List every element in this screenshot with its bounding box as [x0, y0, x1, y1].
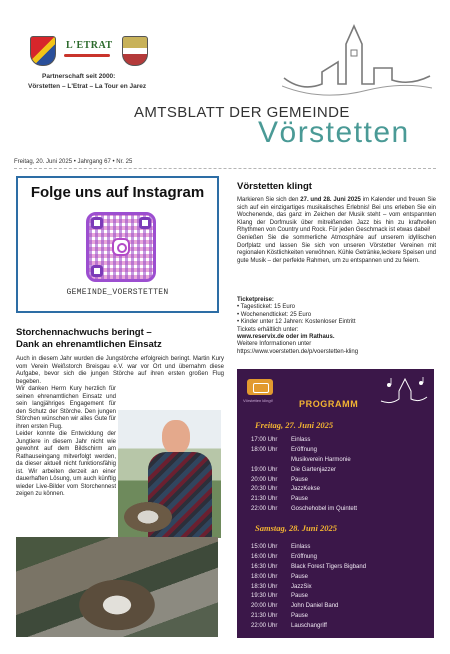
program-row [251, 456, 431, 466]
partner-line-1: Partnerschaft seit 2000: [42, 73, 116, 80]
program-time: 19:30 Uhr [251, 593, 278, 600]
program-row [251, 612, 431, 622]
instagram-title: Folge uns auf Instagram [30, 184, 205, 201]
klingt-intro-b: im Kalender und freuen Sie sich auf ein einzigartiges musikalisches Erlebnis! Bei uns erleben Sie ein Wochenende, das ganz im Zeichen der Musik steht – vom entspannten Klang der Dorfmusik über mitreißenden Jazz bis hin zu kraftvollen Rhythmen von Country und Rock. Für jeden Geschmack ist etwas dabei! [237, 197, 436, 234]
program-row [251, 583, 431, 593]
program-time: 21:30 Uhr [251, 613, 278, 620]
header-divider [14, 168, 436, 169]
info-url[interactable]: https://www.voerstetten.de/p/voerstetten-kling [237, 348, 359, 355]
issue-dateline: Freitag, 20. Juni 2025 • Jahrgang 67 • Nr. 25 [14, 159, 133, 165]
program-act: Eröffnung [291, 446, 317, 453]
program-act: Eröffnung [291, 553, 317, 560]
photo-face [162, 420, 190, 454]
program-act: Pause [291, 613, 309, 620]
letrat-logo-text: L'ETRAT [66, 40, 113, 51]
info-line: Weitere Informationen unter [237, 341, 312, 348]
program-act: Pause [291, 573, 309, 580]
klingt-title: Vörstetten klingt [237, 181, 312, 192]
program-row [251, 466, 431, 476]
letrat-logo [62, 38, 116, 62]
program-row [251, 505, 431, 515]
klingt-para-2: Genießen Sie die sommerliche Atmosphäre auf unserem idyllischen Dorfplatz und lassen Sie sich von unseren Vörstetter Vereinen mit regionalen Köstlichkeiten verwöhnen. Kühle Getränke,leckere Speisen und gute Musik – der perfekte Rahmen, um zu entspannen und zu feiern. [237, 234, 436, 264]
program-row [251, 446, 431, 456]
program-day-2-rows [251, 543, 431, 632]
program-act: JazzSix [291, 583, 312, 590]
program-act: Musikverein Harmonie [291, 456, 351, 463]
program-time: 15:00 Uhr [251, 544, 278, 550]
program-time: 20:00 Uhr [251, 603, 278, 610]
program-time: 18:00 Uhr [251, 446, 278, 453]
program-row [251, 476, 431, 486]
ticket-price-weekend: • Wochenendticket: 25 Euro [237, 311, 312, 318]
letrat-logo-line [64, 54, 110, 57]
instagram-qr-code[interactable] [86, 212, 156, 282]
program-act: Lauschangriff [291, 623, 327, 630]
program-act: Einlass [291, 437, 311, 443]
stork-nest-aerial-photo [16, 537, 218, 637]
program-act: Pause [291, 593, 309, 600]
program-row [251, 573, 431, 583]
program-box [237, 369, 434, 638]
program-time: 19:00 Uhr [251, 466, 278, 473]
program-day-1: Freitag, 27. Juni 2025 [255, 420, 334, 430]
instagram-icon [112, 238, 130, 256]
program-time: 20:00 Uhr [251, 476, 278, 483]
ticket-availability: Tickets erhältlich unter: [237, 326, 299, 333]
program-time: 17:00 Uhr [251, 437, 278, 443]
festival-logo-subtitle: Vörstetten klingt! [243, 398, 273, 403]
la-tour-crest-icon [122, 36, 148, 66]
program-title: PROGRAMM [299, 399, 359, 409]
festival-logo-icon [247, 379, 273, 395]
stork-title-line-2: Dank an ehrenamtlichen Einsatz [16, 339, 162, 350]
program-row [251, 485, 431, 495]
ticket-price-kids: • Kinder unter 12 Jahren: Kostenloser Eintritt [237, 319, 356, 326]
program-day-1-rows [251, 436, 431, 515]
masthead-subtitle: AMTSBLATT DER GEMEINDE [134, 104, 350, 121]
qr-corner-icon [91, 217, 103, 229]
program-row [251, 495, 431, 505]
program-row [251, 436, 431, 446]
program-row [251, 543, 431, 553]
photo-nest [124, 502, 172, 532]
program-act: John Daniel Band [291, 603, 339, 610]
stork-para-3: Leider konnte die Entwicklung der Jungtiere in diesem Jahr nicht wie gewohnt auf dem Bildschirm am Rathauseingang mitverfolgt werden, da dieser aktuell nicht funktionsfähig ist. Wir arbeiten derzeit an einer dauerhaften Lösung, um auch künftig wieder Live-Bilder vom Storchennest zeigen zu können. [16, 431, 116, 497]
stork-para-1: Auch in diesem Jahr wurden die Jungstörche erfolgreich beringt. Martin Kury vom Verein Weißstorch Breisgau e.V. war vor Ort und übernahm diese Aufgabe, bevor sich die jungen Störche auf ihren ersten großen Flug begeben. [16, 356, 224, 385]
ticket-price-day: • Tagesticket: 15 Euro [237, 304, 296, 311]
stork-article-title [16, 327, 226, 351]
church-skyline-icon [282, 22, 432, 102]
program-act: Die Gartenjazzer [291, 466, 337, 473]
stork-para-2: Wir danken Herrn Kury herzlich für seinen ehrenamtlichen Einsatz und sein langjähriges Engagement für den Schutz der Störche. Den jungen Störchen wünschen wir alles Gute für ihren ersten Flug. [16, 386, 116, 430]
ticket-info [237, 297, 436, 356]
klingt-intro-a: Markieren Sie sich den [237, 197, 301, 203]
program-act: Pause [291, 496, 309, 503]
ticket-prices-title: Ticketpreise: [237, 297, 274, 303]
program-time: 21:30 Uhr [251, 496, 278, 503]
program-day-2: Samstag, 28. Juni 2025 [255, 523, 337, 533]
program-row [251, 553, 431, 563]
klingt-intro-dates: 27. und 28. Juni 2025 [300, 197, 361, 203]
instagram-box [16, 176, 219, 313]
program-act: JazzKekse [291, 486, 321, 493]
masthead-town: Vörstetten [258, 116, 410, 149]
stork-ringer-photo [118, 410, 221, 538]
ticket-url[interactable]: www.reservix.de oder im Rathaus. [237, 334, 335, 341]
program-time: 22:00 Uhr [251, 506, 278, 513]
program-act: Black Forest Tigers Bigband [291, 563, 367, 570]
program-time: 16:00 Uhr [251, 553, 278, 560]
program-act: Einlass [291, 544, 311, 550]
program-row [251, 563, 431, 573]
program-act: Goschehobel im Quintett [291, 506, 358, 513]
program-time: 16:30 Uhr [251, 563, 278, 570]
program-row [251, 622, 431, 632]
program-time: 20:30 Uhr [251, 486, 278, 493]
program-time: 18:00 Uhr [251, 573, 278, 580]
partner-line-2: Vörstetten – L'Etrat – La Tour en Jarez [28, 83, 147, 90]
program-act: Pause [291, 476, 309, 483]
qr-corner-icon [91, 265, 103, 277]
klingt-intro [237, 197, 436, 235]
program-time: 18:30 Uhr [251, 583, 278, 590]
program-row [251, 602, 431, 612]
program-time: 22:00 Uhr [251, 623, 278, 630]
stork-title-line-1: Storchennachwuchs beringt – [16, 327, 152, 338]
voerstetten-crest-icon [30, 36, 56, 66]
church-music-icon [379, 377, 429, 407]
klingt-body [237, 197, 436, 265]
program-row [251, 592, 431, 602]
qr-corner-icon [139, 217, 151, 229]
instagram-handle: GEMEINDE_VOERSTETTEN [66, 288, 169, 297]
